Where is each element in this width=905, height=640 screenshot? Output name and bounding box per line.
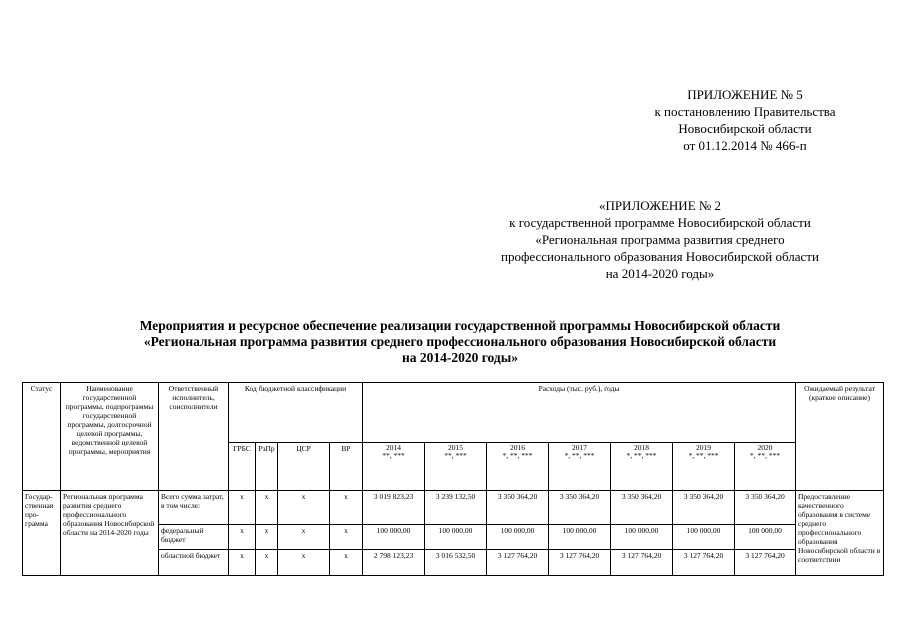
value-2015: 100 000,00 [425,525,487,550]
program-name-cell: Региональная программа развития среднего профессионального образования Новосибирской области на 2014-2020 годы [61,491,159,576]
value-2017: 100 000,00 [549,525,611,550]
appendix-2-line4: профессионального образования Новосибирской области [501,249,819,264]
grbs-cell: x [229,491,256,525]
year-label: 2015 [448,443,463,452]
header-grbs: ГРБС [229,443,256,491]
year-label: 2019 [696,443,711,452]
year-note: **, *** [444,451,467,460]
value-2014: 2 798 123,23 [363,550,425,576]
header-year-2017 [549,443,611,491]
vr-cell: x [330,525,363,550]
document-title [60,318,860,366]
value-2019: 3 127 764,20 [673,550,735,576]
value-2017: 3 350 364,20 [549,491,611,525]
value-2016: 3 350 364,20 [487,491,549,525]
value-2017: 3 127 764,20 [549,550,611,576]
header-executor: Ответственный исполнитель, соисполнители [159,383,229,491]
header-year-2018 [611,443,673,491]
appendix-2-line2: к государственной программе Новосибирской области [509,215,811,230]
header-year-2015 [425,443,487,491]
grbs-cell: x [229,525,256,550]
value-2020: 3 350 364,20 [735,491,796,525]
header-year-2020 [735,443,796,491]
value-2018: 3 127 764,20 [611,550,673,576]
year-note: **, *** [382,451,405,460]
header-year-2016 [487,443,549,491]
appendix-5-line2: к постановлению Правительства [654,104,836,119]
header-year-2014 [363,443,425,491]
value-2018: 3 350 364,20 [611,491,673,525]
value-2016: 3 127 764,20 [487,550,549,576]
appendix-2-line5: на 2014-2020 годы» [605,266,715,281]
appendix-5-line4: от 01.12.2014 № 466-п [683,138,807,153]
year-label: 2017 [572,443,587,452]
header-row-1 [23,383,884,443]
appendix-2-line1: «ПРИЛОЖЕНИЕ № 2 [598,198,722,213]
year-note: *, **, *** [750,451,780,460]
year-note: *, **, *** [688,451,719,460]
appendix-2-header [440,197,880,282]
year-note: *, **, *** [564,451,595,460]
header-rzpr: РзПр [256,443,278,491]
value-2020: 100 000,00 [735,525,796,550]
grbs-cell: x [229,550,256,576]
header-name: Наименование государственной программы, подпрограммы государственной программы, долгосрочной целевой программы, ведомственной целевой программы, мероприятия [61,383,159,491]
status-cell: Государ-ственная про-грамма [23,491,61,576]
year-label: 2018 [634,443,649,452]
title-line1: Мероприятия и ресурсное обеспечение реализации государственной программы Новосибирской области [139,318,781,333]
title-line2: «Региональная программа развития среднего профессионального образования Новосибирской области [143,334,777,349]
csr-cell: x [278,525,330,550]
rzpr-cell: x [256,550,278,576]
table-row [23,491,884,525]
csr-cell: x [278,491,330,525]
value-2020: 3 127 764,20 [735,550,796,576]
year-note: *, **, *** [502,451,533,460]
header-csr: ЦСР [278,443,330,491]
csr-cell: x [278,550,330,576]
row-label: областной бюджет [159,550,229,576]
appendix-5-line3: Новосибирской области [678,121,812,136]
value-2018: 100 000,00 [611,525,673,550]
expected-result-cell: Предоставление качественного образования в системе среднего профессионального образования Новосибирской области в соответствии [796,491,884,576]
value-2015: 3 016 532,50 [425,550,487,576]
row-label: федеральный бюджет [159,525,229,550]
vr-cell: x [330,491,363,525]
row-label: Всего сумма затрат, в том числе: [159,491,229,525]
appendix-5-header [600,86,890,154]
header-year-2019 [673,443,735,491]
value-2016: 100 000,00 [487,525,549,550]
year-note: *, **, *** [626,451,657,460]
year-label: 2014 [386,443,401,452]
vr-cell: x [330,550,363,576]
header-vr: ВР [330,443,363,491]
value-2014: 100 000,00 [363,525,425,550]
title-line3: на 2014-2020 годы» [401,350,519,365]
year-label: 2016 [510,443,525,452]
year-label: 2020 [757,443,773,452]
value-2019: 100 000,00 [673,525,735,550]
header-status: Статус [23,383,61,491]
value-2019: 3 350 364,20 [673,491,735,525]
header-budget-code: Код бюджетной классификации [229,383,363,443]
value-2015: 3 239 132,50 [425,491,487,525]
appendix-5-line1: ПРИЛОЖЕНИЕ № 5 [687,87,803,102]
rzpr-cell: x [256,525,278,550]
value-2014: 3 019 823,23 [363,491,425,525]
header-result: Ожидаемый результат (краткое описание) [796,383,884,491]
program-activities-table [22,382,884,576]
appendix-2-line3: «Региональная программа развития среднего [535,232,785,247]
header-expenses: Расходы (тыс. руб.), годы [363,383,796,443]
rzpr-cell: x [256,491,278,525]
